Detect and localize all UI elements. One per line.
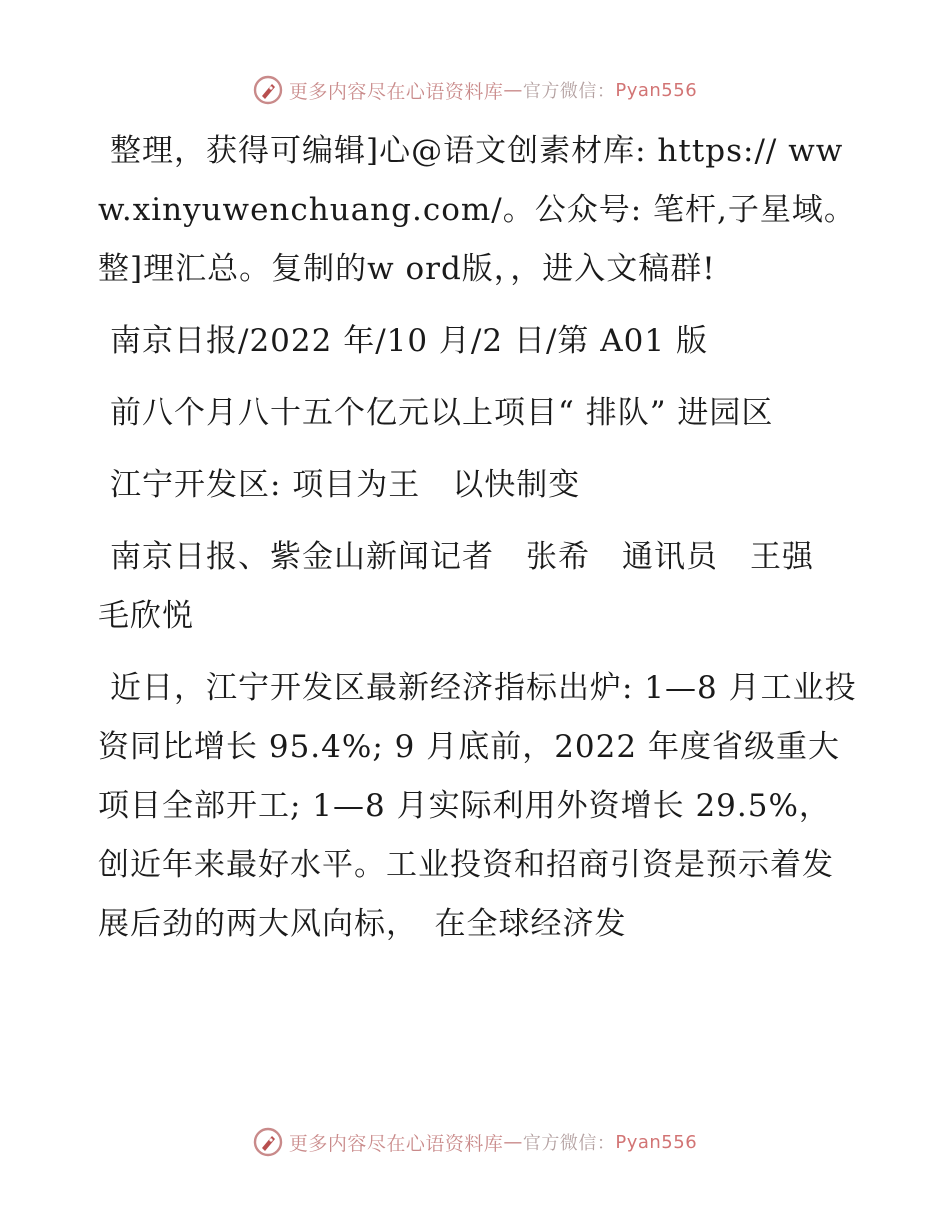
watermark-wechat-label: 官方微信：	[522, 81, 616, 102]
article-body-paragraph: 近日，江宁开发区最新经济指标出炉: 1—8 月工业投资同比增长 95.4%; 9 月底前，2022 年度省级重大项目全部开工; 1—8 月实际利用外资增长 29.5%，创近年来最好水平。工业投资和招商引资是预示着发展后劲的两大风向标， 在全球经济发	[98, 670, 857, 942]
watermark-wechat-label: 官方微信：	[522, 1133, 616, 1154]
intro-paragraph: 整理，获得可编辑]心@语文创素材库: https:// www.xinyuwenchuang.com/。公众号: 笔杆,子星域。整]理汇总。复制的w ord版，，进入文稿群!	[98, 133, 856, 287]
footer-watermark	[0, 1124, 950, 1160]
source-line: 南京日报/2022 年/10 月/2 日/第 A01 版	[110, 323, 708, 359]
document-body	[98, 122, 858, 967]
watermark-dash: —	[503, 79, 523, 101]
watermark-wechat-id: Pyan556	[615, 79, 698, 101]
pen-nib-icon	[253, 75, 283, 105]
pen-nib-icon	[253, 1127, 283, 1157]
article-title: 江宁开发区: 项目为王 以快制变	[110, 467, 581, 503]
header-watermark	[0, 72, 950, 108]
watermark-main-text: 更多内容尽在心语资料库	[288, 1132, 504, 1155]
article-kicker: 前八个月八十五个亿元以上项目“ 排队” 进园区	[110, 395, 774, 431]
watermark-main-text: 更多内容尽在心语资料库	[288, 80, 504, 103]
watermark-wechat-id: Pyan556	[615, 1131, 698, 1153]
watermark-dash: —	[503, 1131, 523, 1153]
article-byline: 南京日报、紫金山新闻记者 张希 通讯员 王强 毛欣悦	[98, 539, 846, 634]
